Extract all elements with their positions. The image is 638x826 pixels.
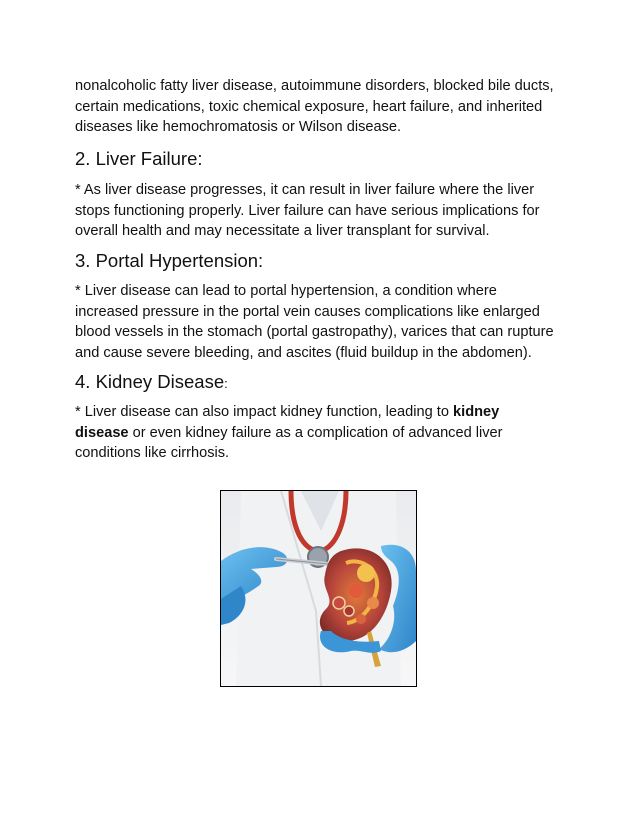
kidney-line-2-bold: disease bbox=[75, 424, 129, 441]
kidney-line-1-bold: kidney bbox=[453, 404, 500, 420]
portal-line-4: and cause severe bleeding, and ascites (fluid buildup in the abdomen). bbox=[75, 344, 532, 361]
kidney-line-2-text: or even kidney failure as a complication of advanced liver bbox=[128, 424, 503, 441]
liver-failure-line-1: * As liver disease progresses, it can result in liver failure where the liver bbox=[75, 182, 535, 198]
heading-kidney-disease-text: 4. Kidney Disease bbox=[75, 371, 225, 392]
kidney-disease-paragraph bbox=[75, 402, 575, 464]
intro-line-1: nonalcoholic fatty liver disease, autoimmune disorders, blocked bile ducts, bbox=[75, 78, 554, 94]
heading-kidney-disease bbox=[75, 371, 575, 395]
intro-paragraph bbox=[75, 76, 575, 138]
kidney-model-photo bbox=[220, 490, 417, 687]
heading-portal-hypertension: 3. Portal Hypertension: bbox=[75, 250, 264, 271]
liver-failure-paragraph bbox=[75, 180, 575, 242]
kidney-model-illustration bbox=[221, 491, 416, 686]
liver-failure-line-2: stops functioning properly. Liver failure can have serious implications for bbox=[75, 202, 540, 219]
kidney-line-3: conditions like cirrhosis. bbox=[75, 445, 230, 461]
heading-kidney-disease-colon: : bbox=[224, 376, 228, 391]
portal-line-2: increased pressure in the portal vein causes complications like enlarged bbox=[75, 303, 540, 320]
intro-line-2: certain medications, toxic chemical exposure, heart failure, and inherited bbox=[75, 98, 543, 115]
intro-line-3: diseases like hemochromatosis or Wilson disease. bbox=[75, 119, 402, 135]
portal-line-1: * Liver disease can lead to portal hypertension, a condition where bbox=[75, 283, 497, 299]
heading-liver-failure: 2. Liver Failure: bbox=[75, 148, 203, 169]
portal-hypertension-paragraph bbox=[75, 281, 575, 363]
liver-failure-line-3: overall health and may necessitate a liver transplant for survival. bbox=[75, 223, 490, 239]
kidney-line-1-text: * Liver disease can also impact kidney function, leading to bbox=[75, 404, 454, 420]
portal-line-3: blood vessels in the stomach (portal gastropathy), varices that can rupture bbox=[75, 324, 554, 340]
